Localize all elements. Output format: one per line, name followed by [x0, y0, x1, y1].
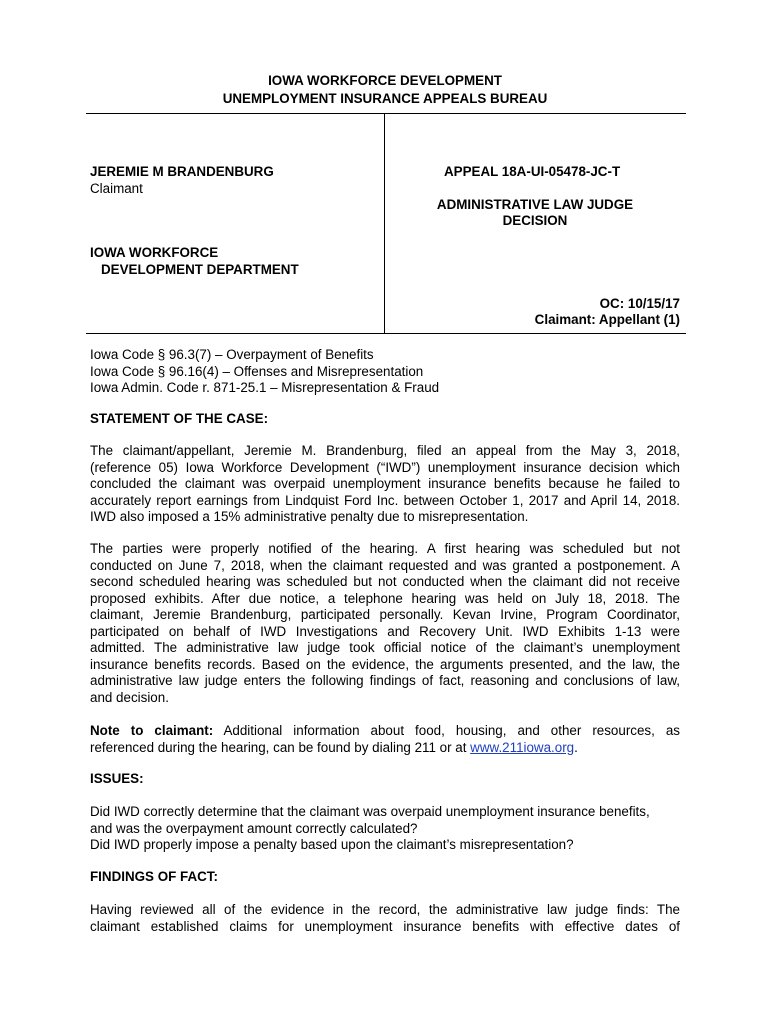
note-label: Note to claimant: — [90, 723, 214, 738]
text-line: conducted on June 7, 2018, when the claimant requested and was granted a postponement. A — [90, 557, 680, 573]
agency-name-line2: DEVELOPMENT DEPARTMENT — [101, 262, 299, 277]
claimant-status: Claimant: Appellant (1) — [534, 312, 680, 327]
citation-3: Iowa Admin. Code r. 871-25.1 – Misrepresentation & Fraud — [90, 380, 440, 395]
text-line: and decision. — [90, 689, 169, 705]
note-text: referenced during the hearing, can be found by dialing 211 or at — [90, 739, 471, 755]
text-line: Having reviewed all of the evidence in the record, the administrative law judge finds: The — [90, 902, 680, 917]
agency-header-line2: UNEMPLOYMENT INSURANCE APPEALS BUREAU — [222, 91, 548, 106]
text-line: concluded the claimant was overpaid unemployment insurance benefits because he failed to — [90, 476, 680, 491]
citation-2: Iowa Code § 96.16(4) – Offenses and Misrepresentation — [90, 364, 424, 379]
text-line: (reference 05) Iowa Workforce Development (“IWD”) unemployment insurance decision which — [90, 459, 680, 475]
text-line: insurance benefits records. Based on the evidence, the arguments presented, and the law, the — [90, 656, 680, 672]
text-line: IWD also imposed a 15% administrative penalty due to misrepresentation. — [90, 509, 529, 524]
note-text: . — [574, 739, 578, 755]
issues-text — [90, 804, 680, 854]
decision-title-line1: ADMINISTRATIVE LAW JUDGE — [436, 197, 634, 212]
claimant-name: JEREMIE M BRANDENBURG — [90, 164, 274, 179]
caption-divider — [384, 114, 385, 333]
citation-1: Iowa Code § 96.3(7) – Overpayment of Benefits — [90, 347, 374, 362]
text-line — [90, 723, 680, 740]
statement-paragraph-1 — [90, 443, 680, 526]
text-line: accurately report earnings from Lindquist Ford Inc. between October 1, 2017 and April 14, 2018. — [90, 492, 680, 508]
text-line: The claimant/appellant, Jeremie M. Brandenburg, filed an appeal from the May 3, 2018, — [90, 443, 680, 458]
statement-paragraph-2 — [90, 541, 680, 706]
agency-name-line1: IOWA WORKFORCE — [90, 245, 219, 260]
text-line: administrative law judge enters the following findings of fact, reasoning and conclusions of law, — [90, 673, 680, 688]
findings-heading: FINDINGS OF FACT: — [90, 869, 218, 884]
statement-heading: STATEMENT OF THE CASE: — [90, 411, 269, 426]
resource-link[interactable]: www.211iowa.org — [470, 739, 575, 755]
text-line: second scheduled hearing was scheduled but not conducted when the claimant did not receive — [90, 574, 680, 589]
claimant-role: Claimant — [90, 181, 143, 196]
text-line: The parties were properly notified of the hearing. A first hearing was scheduled but not — [90, 541, 680, 556]
note-to-claimant — [90, 723, 680, 756]
text-line: claimant, Jeremie Brandenburg, participated personally. Kevan Irvine, Program Coordinator, — [90, 607, 680, 622]
text-line: Did IWD properly impose a penalty based upon the claimant’s misrepresentation? — [90, 837, 574, 852]
agency-header-line1: IOWA WORKFORCE DEVELOPMENT — [268, 73, 502, 88]
appeal-number: APPEAL 18A-UI-05478-JC-T — [444, 164, 621, 179]
decision-title-line2: DECISION — [502, 213, 568, 228]
caption-top-rule — [86, 113, 686, 114]
text-line: proposed exhibits. After due notice, a telephone hearing was held on July 18, 2018. The — [90, 590, 680, 606]
caption-bottom-rule — [86, 333, 686, 334]
text-line: claimant established claims for unemployment insurance benefits with effective dates of — [90, 918, 680, 934]
findings-paragraph — [90, 902, 680, 935]
text-line: and was the overpayment amount correctly calculated? — [90, 820, 418, 836]
issues-heading: ISSUES: — [90, 771, 144, 786]
text-line — [90, 740, 680, 757]
original-claim-date: OC: 10/15/17 — [599, 296, 680, 311]
text-line: admitted. The administrative law judge took official notice of the claimant’s unemployment — [90, 640, 680, 655]
text-line: participated on behalf of IWD Investigations and Recovery Unit. IWD Exhibits 1-13 were — [90, 623, 680, 639]
note-text: Additional information about food, housing, and other resources, as — [213, 723, 680, 738]
text-line: Did IWD correctly determine that the claimant was overpaid unemployment insurance benefits, — [90, 804, 650, 819]
